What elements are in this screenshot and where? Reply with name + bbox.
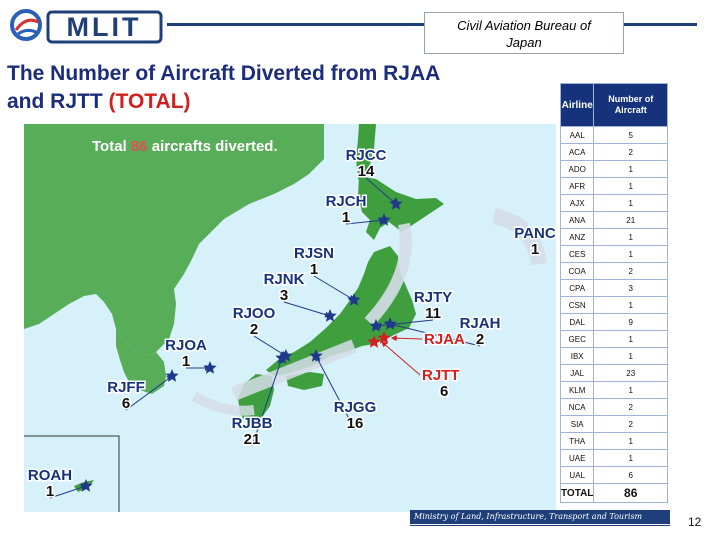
banner-number: 86 <box>130 138 148 155</box>
airline-count: 2 <box>594 263 668 280</box>
title-line-2-main: and RJTT <box>7 90 109 113</box>
table-row <box>561 127 668 144</box>
footer-text: Ministry of Land, Infrastructure, Transport and Tourism <box>414 512 643 521</box>
page-number: 12 <box>688 515 702 529</box>
table-row <box>561 382 668 399</box>
airline-code: AAL <box>561 127 594 144</box>
airline-code: AFR <box>561 178 594 195</box>
airline-count: 1 <box>594 348 668 365</box>
table-row <box>561 229 668 246</box>
airport-code-rjsn: RJSN <box>293 245 335 262</box>
title-line-1: The Number of Aircraft Diverted from RJAA <box>7 62 441 85</box>
airline-count: 1 <box>594 246 668 263</box>
map-banner <box>92 138 278 155</box>
airline-count: 2 <box>594 399 668 416</box>
airline-count: 1 <box>594 433 668 450</box>
airline-code: UAL <box>561 467 594 484</box>
airport-code-rjff: RJFF <box>107 379 145 396</box>
table-row <box>561 314 668 331</box>
table-total-row <box>561 484 668 503</box>
diversion-map <box>24 124 556 512</box>
airline-count: 1 <box>594 195 668 212</box>
airport-code-rjbb: RJBB <box>231 415 273 432</box>
table-row <box>561 399 668 416</box>
airport-code-rjty: RJTY <box>413 289 453 306</box>
airline-count: 1 <box>594 382 668 399</box>
logo-text: MLIT <box>66 12 142 42</box>
leader-rjsn <box>314 276 354 300</box>
airport-code-rjgg: RJGG <box>333 399 377 416</box>
airline-count: 2 <box>594 416 668 433</box>
footer-rule <box>410 525 670 526</box>
airline-count: 2 <box>594 144 668 161</box>
airline-table <box>560 83 668 503</box>
airline-count: 1 <box>594 450 668 467</box>
airline-count: 9 <box>594 314 668 331</box>
airline-count: 1 <box>594 331 668 348</box>
leader-rjnk <box>284 302 330 316</box>
airline-code: UAE <box>561 450 594 467</box>
origin-count-rjtt: 6 <box>440 383 449 400</box>
origin-code-rjtt: RJTT <box>422 367 460 384</box>
airport-count-rjnk: 3 <box>279 287 289 304</box>
airport-code-panc: PANC <box>514 225 556 242</box>
airline-count: 3 <box>594 280 668 297</box>
mlit-logo-graphic <box>8 8 163 46</box>
table-row <box>561 178 668 195</box>
table-row <box>561 246 668 263</box>
col-header-airline: Airline <box>561 84 594 127</box>
table-row <box>561 263 668 280</box>
origin-leader-rjtt <box>382 342 420 375</box>
mlit-logo <box>8 8 163 46</box>
continent-land <box>24 124 324 356</box>
airline-count: 1 <box>594 297 668 314</box>
table-row <box>561 297 668 314</box>
airport-star-rjoa <box>203 361 216 374</box>
airport-count-rjsn: 1 <box>309 261 319 278</box>
table-row <box>561 416 668 433</box>
airline-code: ANA <box>561 212 594 229</box>
table-row <box>561 280 668 297</box>
airport-code-rjnk: RJNK <box>263 271 305 288</box>
airline-count: 1 <box>594 161 668 178</box>
table-row <box>561 331 668 348</box>
table-row <box>561 195 668 212</box>
airline-code: ADO <box>561 161 594 178</box>
leader-roah <box>50 486 86 498</box>
airport-count-rjgg: 16 <box>346 415 364 432</box>
airline-code: JAL <box>561 365 594 382</box>
airline-table-body <box>561 127 668 503</box>
airport-count-rjcc: 14 <box>357 163 375 180</box>
airline-code: IBX <box>561 348 594 365</box>
airline-code: THA <box>561 433 594 450</box>
table-row <box>561 144 668 161</box>
airline-code: CSN <box>561 297 594 314</box>
airport-code-rjoo: RJOO <box>232 305 276 322</box>
airline-count: 1 <box>594 229 668 246</box>
airline-code: ANZ <box>561 229 594 246</box>
col-header-number: Number of Aircraft <box>594 84 668 127</box>
airline-code: COA <box>561 263 594 280</box>
banner-prefix: Total <box>92 138 131 155</box>
airport-count-rjch: 1 <box>341 209 351 226</box>
airport-count-rjff: 6 <box>121 395 131 412</box>
airport-count-panc: 1 <box>530 241 540 258</box>
airline-count: 1 <box>594 178 668 195</box>
airline-table-wrap <box>560 83 668 503</box>
bureau-line-1: Civil Aviation Bureau of <box>457 18 591 33</box>
title-line-2 <box>7 88 557 116</box>
airport-code-rjah: RJAH <box>459 315 501 332</box>
table-row <box>561 161 668 178</box>
bureau-box <box>424 12 624 54</box>
title-line-2-red: (TOTAL) <box>108 90 191 113</box>
airline-count: 6 <box>594 467 668 484</box>
airline-code: NCA <box>561 399 594 416</box>
airline-code: ACA <box>561 144 594 161</box>
table-row <box>561 433 668 450</box>
airport-code-roah: ROAH <box>27 467 73 484</box>
bureau-line-2: Japan <box>506 35 542 50</box>
table-row <box>561 365 668 382</box>
airport-code-rjcc: RJCC <box>345 147 387 164</box>
table-row <box>561 212 668 229</box>
airline-code: AJX <box>561 195 594 212</box>
airline-code: CES <box>561 246 594 263</box>
total-value: 86 <box>594 484 668 503</box>
airline-code: DAL <box>561 314 594 331</box>
airport-count-rjbb: 21 <box>243 431 261 448</box>
airport-code-rjoa: RJOA <box>165 337 207 354</box>
airline-code: KLM <box>561 382 594 399</box>
table-row <box>561 450 668 467</box>
page-title <box>7 60 557 116</box>
airport-count-rjoo: 2 <box>249 321 259 338</box>
origin-leader-rjaa <box>392 338 422 339</box>
airline-code: SIA <box>561 416 594 433</box>
banner-suffix: aircrafts diverted. <box>147 138 278 155</box>
origin-code-rjaa: RJAA <box>424 331 465 348</box>
airport-count-rjah: 2 <box>475 331 485 348</box>
map-svg <box>24 124 556 512</box>
table-row <box>561 348 668 365</box>
total-label: TOTAL <box>561 484 594 503</box>
airport-count-rjty: 11 <box>425 305 441 322</box>
airline-count: 21 <box>594 212 668 229</box>
airport-count-roah: 1 <box>45 483 55 500</box>
airport-code-rjch: RJCH <box>325 193 367 210</box>
leader-rjoo <box>254 336 286 356</box>
airline-code: GEC <box>561 331 594 348</box>
table-row <box>561 467 668 484</box>
airline-count: 5 <box>594 127 668 144</box>
airline-code: CPA <box>561 280 594 297</box>
airport-count-rjoa: 1 <box>181 353 191 370</box>
airline-count: 23 <box>594 365 668 382</box>
